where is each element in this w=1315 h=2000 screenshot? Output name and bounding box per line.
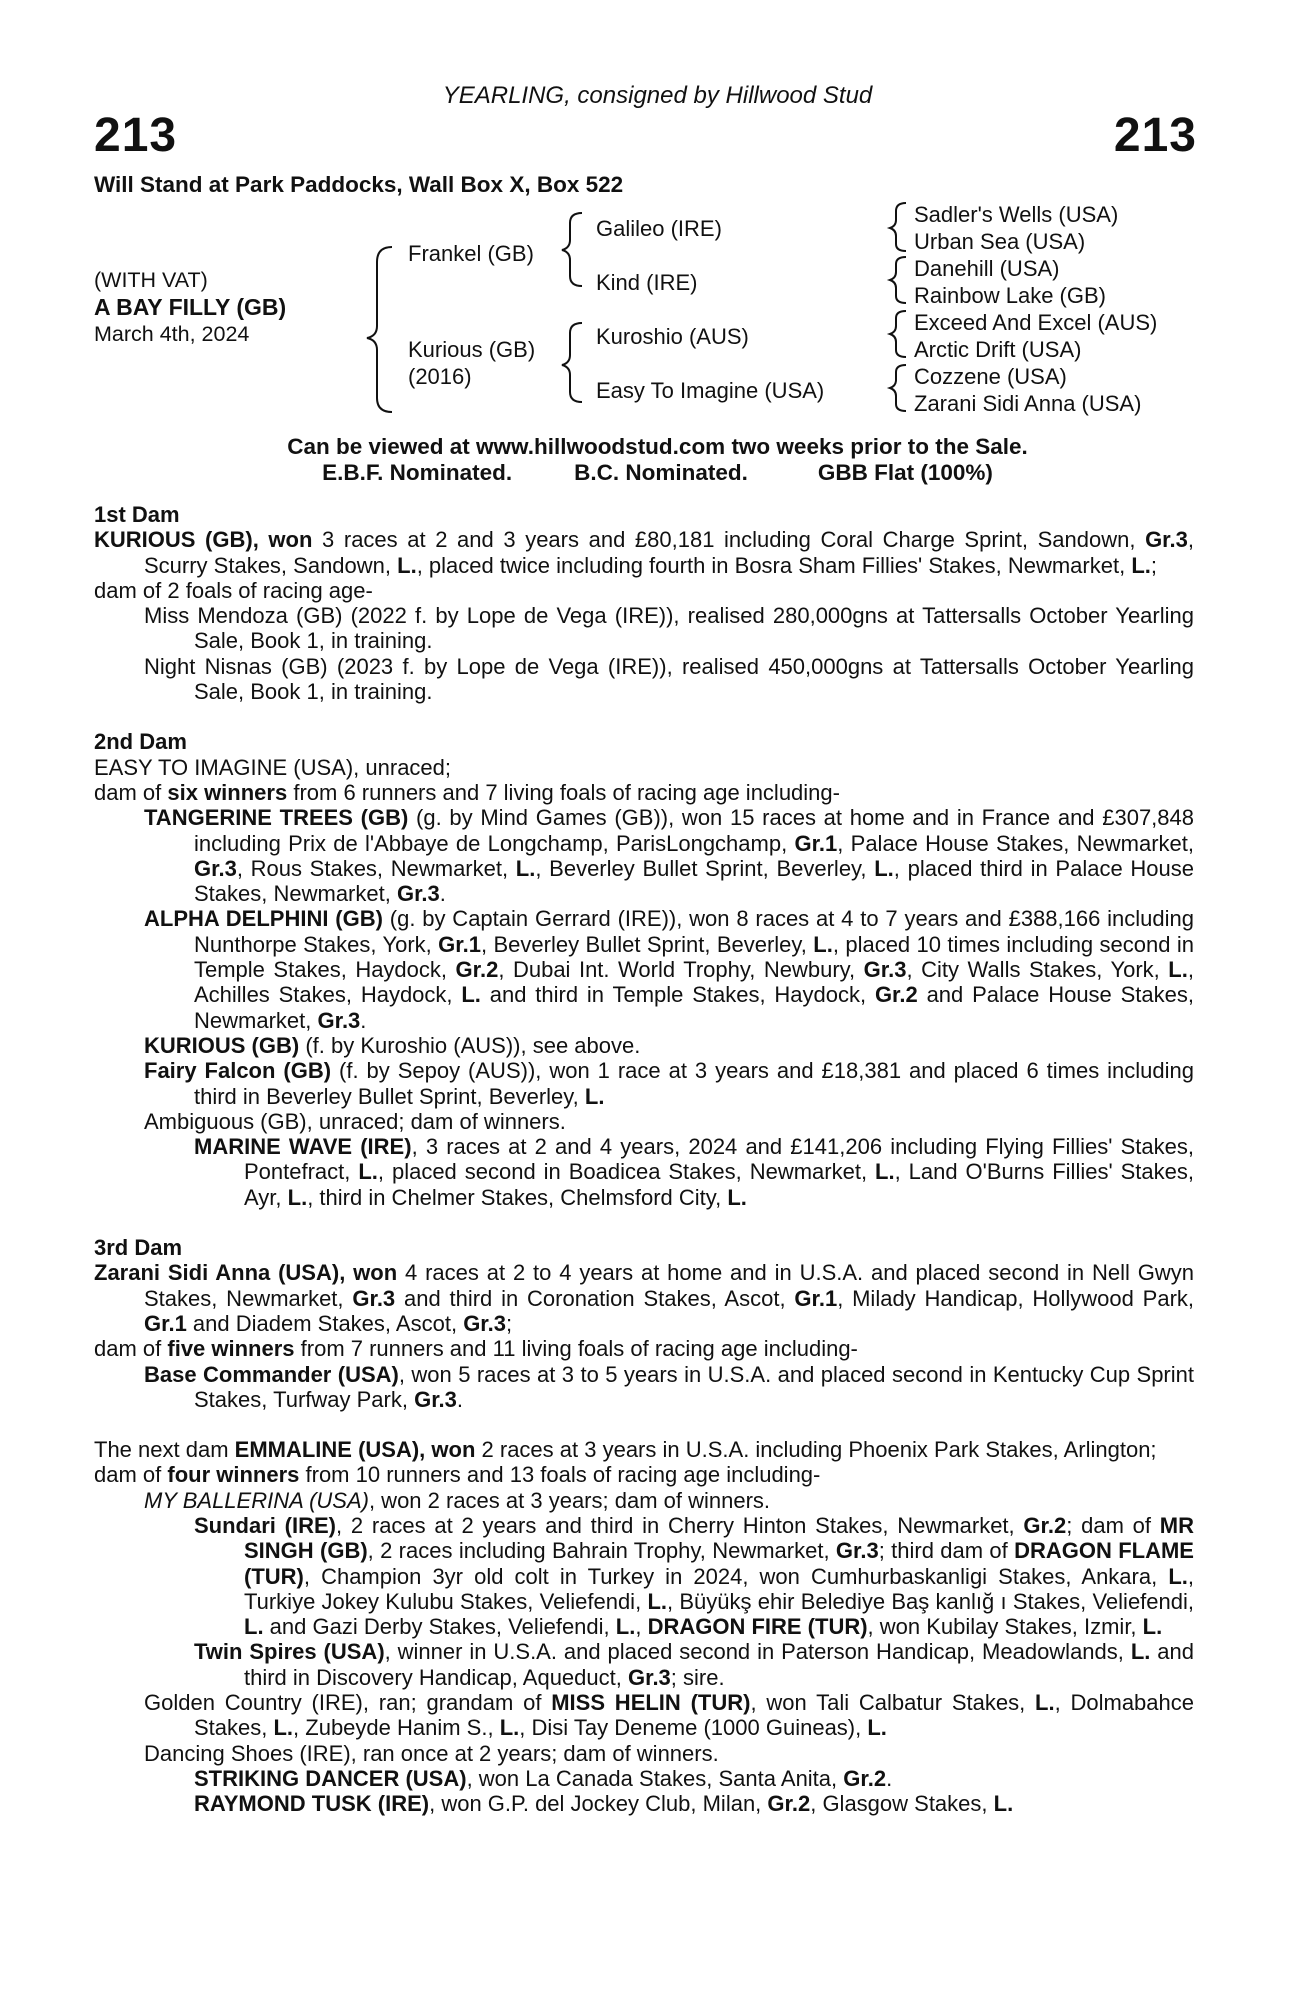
nominations-line (0, 460, 1315, 486)
pedigree-grandsire-maternal: Kuroshio (AUS) (596, 324, 749, 349)
produce-entry (94, 755, 1194, 780)
produce-entry (94, 1362, 1194, 1413)
entry-text: L. (993, 1791, 1014, 1817)
produce-entry (94, 1741, 1194, 1766)
entry-text: six winners (167, 779, 288, 805)
pedigree-dam: Kurious (GB) (408, 337, 536, 362)
entry-text: (g. by Captain Gerrard (IRE)), won 8 races at 4 to 7 years and £388,166 including Nunthorpe Stakes, York, (194, 906, 1194, 957)
gbb-note: GBB Flat (100%) (817, 460, 993, 485)
entry-text: Ambiguous (GB), unraced; dam of winners. (144, 1108, 566, 1134)
entry-text: MARINE WAVE (IRE) (194, 1134, 412, 1160)
entry-text: , 3 races at 2 and 4 years, 2024 and £141,206 including Flying Fillies' Stakes, Pontefract, (244, 1134, 1194, 1185)
entry-text: , Zubeyde Hanim S., (293, 1715, 500, 1741)
entry-text: Base Commander (USA) (144, 1361, 399, 1387)
entry-text: EASY TO IMAGINE (USA), unraced; (94, 754, 452, 780)
entry-text: Gr.3 (414, 1386, 457, 1412)
entry-text: ALPHA DELPHINI (GB) (144, 906, 383, 932)
brace-main (367, 247, 392, 412)
entry-text: L. (287, 1184, 308, 1210)
entry-text: , winner in U.S.A. and placed second in Paterson Handicap, Meadowlands, (384, 1639, 1131, 1665)
brace-easy (890, 365, 906, 411)
entry-text: L. (1130, 1639, 1151, 1665)
produce-entry (94, 1639, 1194, 1690)
entry-text: , placed second in Boadicea Stakes, Newmarket, (377, 1159, 875, 1185)
entry-text: , placed twice including fourth in Bosra Sham Fillies' Stakes, Newmarket, (416, 552, 1132, 578)
section-heading: 2nd Dam (94, 729, 187, 755)
entry-text: from 10 runners and 13 foals of racing age including- (299, 1462, 821, 1488)
produce-entry (94, 1513, 1194, 1639)
entry-text: . (439, 881, 446, 907)
produce-entry (94, 1488, 1194, 1513)
pedigree-dam-year: (2016) (408, 364, 472, 389)
entry-text: and Gazi Derby Stakes, Veliefendi, (263, 1614, 616, 1640)
entry-text: Gr.3 (463, 1310, 506, 1336)
pedigree-ggp-4: Rainbow Lake (GB) (914, 283, 1106, 308)
entry-text: Gr.3 (352, 1285, 396, 1311)
produce-entry (94, 578, 1194, 603)
entry-text: Gr.3 (194, 855, 237, 881)
entry-text: L. (244, 1614, 264, 1640)
produce-entry (94, 1791, 1194, 1816)
entry-text: MISS HELIN (TUR) (551, 1690, 751, 1716)
entry-text: , (635, 1614, 648, 1640)
entry-text: ; (506, 1310, 513, 1336)
entry-text: MY BALLERINA (USA) (144, 1487, 369, 1513)
entry-text: L. (461, 982, 481, 1008)
entry-text: and Palace House Stakes, Newmarket, (194, 982, 1194, 1033)
entry-text: Gr.1 (794, 1285, 838, 1311)
entry-text: four winners (167, 1462, 300, 1488)
consignor-line: YEARLING, consigned by Hillwood Stud (442, 82, 873, 109)
pedigree-ggp-8: Zarani Sidi Anna (USA) (914, 391, 1142, 416)
entry-text: L. (874, 855, 894, 881)
entry-text: DRAGON FIRE (TUR) (647, 1614, 868, 1640)
section-gap (94, 1210, 1194, 1235)
entry-text: L. (1142, 1614, 1163, 1640)
entry-text: , placed third in Palace House Stakes, Newmarket, (194, 855, 1194, 907)
entry-text: Sundari (IRE) (194, 1512, 336, 1538)
produce-entry (94, 1260, 1194, 1336)
entry-text: , won Tali Calbatur Stakes, (750, 1690, 1036, 1716)
entry-text: L. (358, 1159, 378, 1185)
produce-record (94, 502, 1194, 1817)
entry-text: , Dubai Int. World Trophy, Newbury, (498, 957, 864, 983)
entry-text: , Palace House Stakes, Newmarket, (837, 830, 1195, 856)
entry-text: Gr.3 (627, 1664, 671, 1690)
entry-text: . (456, 1386, 464, 1412)
entry-text: Fairy Falcon (GB) (144, 1058, 332, 1084)
entry-text: , Büyükş ehir Belediye Baş kanlığ ı Stakes, Veliefendi, (667, 1588, 1194, 1614)
entry-text: , won 2 races at 3 years; dam of winners. (368, 1487, 771, 1513)
entry-text: L. (273, 1715, 294, 1741)
entry-text: , Champion 3yr old colt in Turkey in 2024, won Cumhurbaskanligi Stakes, Ankara, (303, 1563, 1169, 1589)
entry-text: , Milady Handicap, Hollywood Park, (837, 1285, 1195, 1311)
entry-text: ; dam of (1066, 1512, 1160, 1538)
entry-text: Night Nisnas (GB) (2023 f. by Lope de Vega (IRE)), realised 450,000gns at Tattersalls October Yearling Sale, Book 1, in training. (144, 653, 1194, 705)
entry-text: L. (867, 1715, 887, 1741)
lot-number-left: 213 (94, 109, 178, 162)
entry-text: , Disi Tay Deneme (1000 Guineas), (519, 1715, 868, 1741)
entry-text: L. (499, 1715, 520, 1741)
entry-text: , Glasgow Stakes, (810, 1791, 994, 1817)
entry-text: 2 races at 3 years in U.S.A. including Phoenix Park Stakes, Arlington; (475, 1437, 1157, 1463)
entry-text: The next dam (94, 1437, 235, 1463)
foaling-date: March 4th, 2024 (94, 322, 250, 346)
entry-text: , Turkiye Jokey Kulubu Stakes, Veliefendi, (244, 1563, 1194, 1614)
entry-text: Dancing Shoes (IRE), ran once at 2 years; dam of winners. (144, 1740, 719, 1766)
produce-entry (94, 1134, 1194, 1210)
entry-text: , Scurry Stakes, Sandown, (144, 527, 1194, 578)
entry-text: ; third dam of (878, 1538, 1015, 1564)
entry-text: TANGERINE TREES (GB) (144, 805, 409, 831)
lot-number-right: 213 (1113, 109, 1197, 162)
entry-text: Gr.3 (317, 1007, 361, 1033)
entry-text: , Rous Stakes, Newmarket, (236, 855, 516, 881)
pedigree-sire: Frankel (GB) (408, 241, 534, 266)
entry-text: L. (515, 855, 536, 881)
entry-text: five winners (167, 1336, 295, 1362)
viewing-note: Can be viewed at www.hillwoodstud.com two weeks prior to the Sale. (287, 434, 1028, 459)
entry-text: and third in Discovery Handicap, Aqueduct, (244, 1639, 1194, 1690)
entry-text: KURIOUS (GB), won (94, 527, 313, 553)
section-gap (94, 1412, 1194, 1437)
brace-galileo (890, 203, 906, 251)
entry-text: Gr.3 (1145, 527, 1188, 553)
section-heading: 3rd Dam (94, 1235, 183, 1261)
entry-text: , placed 10 times including second in Temple Stakes, Haydock, (194, 931, 1194, 983)
entry-text: STRIKING DANCER (USA) (194, 1765, 467, 1791)
entry-text: Zarani Sidi Anna (USA), won (94, 1260, 398, 1286)
entry-text: (f. by Sepoy (AUS)), won 1 race at 3 years and £18,381 and placed 6 times including third in Beverley Bullet Sprint, Beverley, (194, 1058, 1195, 1109)
entry-text: , City Walls Stakes, York, (906, 957, 1169, 983)
entry-text: EMMALINE (USA), won (234, 1437, 476, 1463)
entry-text: Gr.2 (455, 957, 499, 983)
entry-text: L. (397, 552, 417, 578)
brace-kind (890, 257, 906, 303)
entry-text: and Diadem Stakes, Ascot, (186, 1310, 464, 1336)
pedigree-ggp-3: Danehill (USA) (914, 256, 1060, 281)
entry-text: . (360, 1007, 367, 1033)
entry-text: L. (1168, 957, 1188, 983)
entry-text: Gr.1 (794, 830, 838, 856)
entry-text: L. (875, 1159, 895, 1185)
pedigree-ggp-5: Exceed And Excel (AUS) (914, 310, 1158, 335)
entry-text: 4 races at 2 to 4 years at home and in U.S.A. and placed second in Nell Gwyn Stakes, Newmarket, (144, 1260, 1194, 1311)
brace-kuroshio (890, 311, 906, 357)
brace-sire (562, 213, 582, 286)
entry-text: Gr.3 (835, 1538, 879, 1564)
entry-text: L. (584, 1083, 605, 1109)
entry-text: Gr.2 (1023, 1512, 1067, 1538)
horse-name: A BAY FILLY (GB) (94, 294, 287, 320)
entry-text: . (886, 1765, 893, 1791)
entry-text: Golden Country (IRE), ran; grandam of (144, 1690, 552, 1716)
entry-text: , 2 races including Bahrain Trophy, Newmarket, (367, 1538, 836, 1564)
pedigree-grandsire-paternal: Galileo (IRE) (596, 216, 722, 241)
produce-entry (94, 906, 1194, 1032)
vat-note: (WITH VAT) (94, 268, 208, 292)
pedigree-ggp-6: Arctic Drift (USA) (914, 337, 1082, 362)
pedigree-granddam-maternal: Easy To Imagine (USA) (596, 378, 825, 403)
entry-text: Gr.2 (767, 1791, 811, 1817)
pedigree-ggp-7: Cozzene (USA) (914, 364, 1067, 389)
entry-text: from 6 runners and 7 living foals of racing age including- (287, 779, 840, 805)
pedigree-ggp-2: Urban Sea (USA) (914, 229, 1086, 254)
section-gap (94, 704, 1194, 729)
bc-note: B.C. Nominated. (574, 460, 748, 485)
entry-text: (f. by Kuroshio (AUS)), see above. (299, 1032, 641, 1058)
produce-entry (94, 1033, 1194, 1058)
entry-text: Miss Mendoza (GB) (2022 f. by Lope de Vega (IRE)), realised 280,000gns at Tattersalls October Yearling Sale, Book 1, in training. (144, 603, 1194, 654)
entry-text: Twin Spires (USA) (194, 1639, 385, 1665)
produce-entry (94, 805, 1194, 906)
entry-text: Gr.2 (843, 1765, 887, 1791)
produce-entry (94, 1109, 1194, 1134)
entry-text: L. (727, 1184, 747, 1210)
entry-text: Gr.3 (863, 957, 907, 983)
entry-text: DRAGON FLAME (TUR) (244, 1538, 1194, 1589)
entry-text: , won Kubilay Stakes, Izmir, (867, 1614, 1143, 1640)
entry-text: , won G.P. del Jockey Club, Milan, (429, 1791, 768, 1817)
entry-text: dam of (94, 779, 168, 805)
entry-text: , Dolmabahce Stakes, (194, 1690, 1194, 1741)
pedigree-ggp-1: Sadler's Wells (USA) (914, 202, 1119, 227)
entry-text: Gr.1 (438, 931, 481, 957)
entry-text: ; (1150, 552, 1157, 578)
produce-entry (94, 1058, 1194, 1109)
entry-text: Gr.3 (396, 881, 440, 907)
entry-text: KURIOUS (GB) (144, 1032, 300, 1058)
entry-text: ; sire. (670, 1664, 725, 1690)
section-heading: 1st Dam (94, 502, 180, 527)
entry-text: L. (647, 1588, 668, 1614)
stabling-line: Will Stand at Park Paddocks, Wall Box X, Box 522 (94, 172, 624, 197)
entry-text: RAYMOND TUSK (IRE) (194, 1791, 430, 1817)
entry-text: and third in Coronation Stakes, Ascot, (395, 1285, 795, 1311)
produce-entry (94, 1336, 1194, 1361)
produce-entry (94, 1437, 1194, 1462)
entry-text: , Beverley Bullet Sprint, Beverley, (535, 855, 875, 881)
produce-entry (94, 1462, 1194, 1487)
entry-text: dam of (94, 1336, 168, 1362)
entry-text: Gr.2 (874, 982, 918, 1008)
produce-entry (94, 527, 1194, 578)
entry-text: , won La Canada Stakes, Santa Anita, (466, 1765, 844, 1791)
entry-text: , 2 races at 2 years and third in Cherry Hinton Stakes, Newmarket, (336, 1512, 1024, 1538)
entry-text: L. (1131, 552, 1151, 578)
brace-dam (562, 323, 582, 402)
entry-text: L. (1168, 1563, 1188, 1589)
produce-entry (94, 780, 1194, 805)
entry-text: , Land O'Burns Fillies' Stakes, Ayr, (244, 1159, 1194, 1210)
entry-text: from 7 runners and 11 living foals of racing age including- (294, 1336, 858, 1362)
entry-text: L. (1035, 1690, 1055, 1716)
ebf-note: E.B.F. Nominated. (322, 460, 513, 485)
entry-text: dam of 2 foals of racing age- (94, 577, 373, 603)
entry-text: , won 5 races at 3 to 5 years in U.S.A. and placed second in Kentucky Cup Sprint Stakes, Turfway Park, (194, 1361, 1194, 1412)
entry-text: , Beverley Bullet Sprint, Beverley, (480, 931, 814, 957)
entry-text: Gr.1 (144, 1310, 187, 1336)
entry-text: , third in Chelmer Stakes, Chelmsford City, (307, 1184, 728, 1210)
produce-entry (94, 654, 1194, 705)
pedigree-granddam-paternal: Kind (IRE) (596, 270, 698, 295)
entry-text: L. (615, 1614, 636, 1640)
entry-text: L. (813, 931, 833, 957)
produce-entry (94, 1766, 1194, 1791)
entry-text: MR SINGH (GB) (244, 1512, 1195, 1564)
entry-text: 3 races at 2 and 3 years and £80,181 including Coral Charge Sprint, Sandown, (312, 527, 1146, 553)
entry-text: and third in Temple Stakes, Haydock, (480, 982, 875, 1008)
entry-text: , Achilles Stakes, Haydock, (194, 957, 1194, 1008)
entry-text: dam of (94, 1462, 168, 1488)
produce-entry (94, 1690, 1194, 1741)
entry-text: (g. by Mind Games (GB)), won 15 races at home and in France and £307,848 including Prix de l'Abbaye de Longchamp, ParisLongchamp, (194, 805, 1195, 856)
produce-entry (94, 603, 1194, 654)
